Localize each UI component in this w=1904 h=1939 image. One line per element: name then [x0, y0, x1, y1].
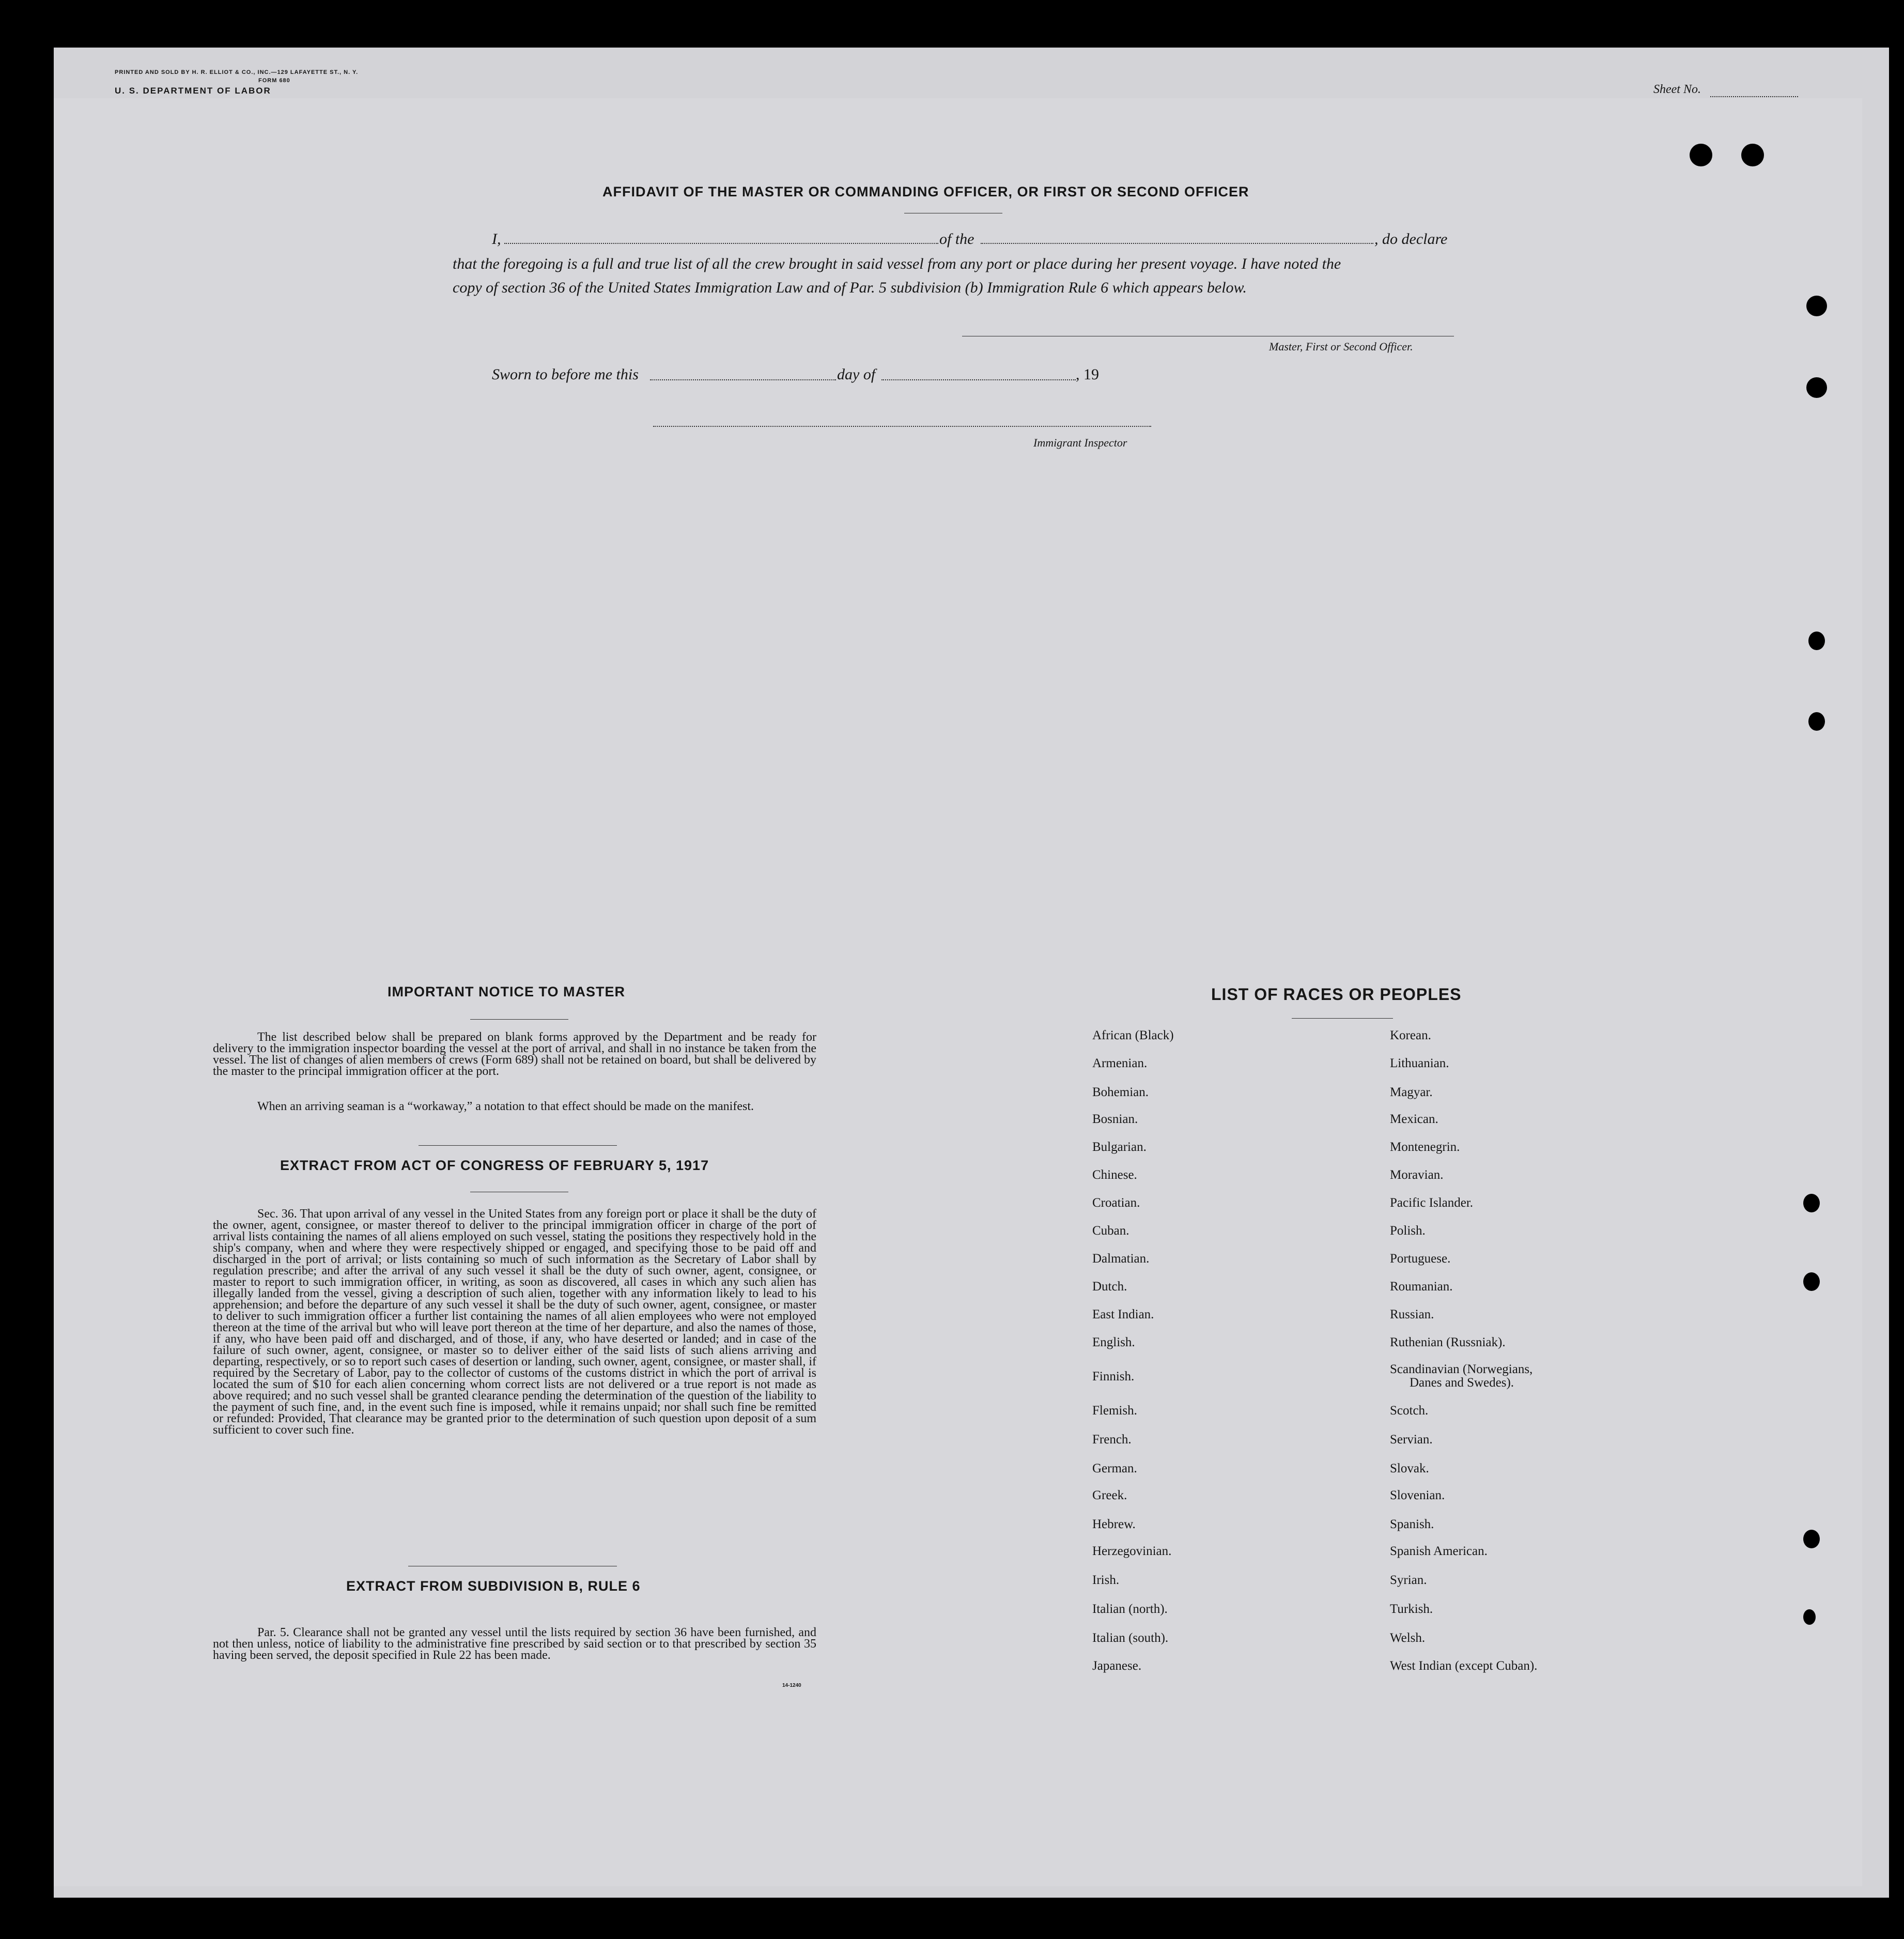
race-item: Cuban. — [1092, 1224, 1129, 1238]
race-item: Scandinavian (Norwegians, — [1390, 1362, 1533, 1376]
race-item-continuation: Danes and Swedes). — [1410, 1376, 1514, 1390]
inspector-label: Immigrant Inspector — [1033, 436, 1127, 449]
sworn-mid: day of — [837, 366, 876, 383]
punch-hole — [1806, 296, 1827, 316]
sheet-number-label: Sheet No. — [1653, 83, 1701, 96]
affidavit-line1-mid: of the — [939, 230, 974, 248]
punch-hole — [1808, 632, 1825, 650]
race-item: French. — [1092, 1433, 1132, 1446]
vessel-line — [981, 243, 1373, 244]
race-item: African (Black) — [1092, 1028, 1174, 1042]
department-name: U. S. DEPARTMENT OF LABOR — [115, 86, 271, 96]
race-item: Chinese. — [1092, 1168, 1137, 1182]
race-item: Greek. — [1092, 1488, 1127, 1502]
rule-extract-text: Par. 5. Clearance shall not be granted any vessel until the lists required by section 36 have been furnished, and not then unless, notice of liability to the administrative fine prescribed by said section or to that prescribed by section 35 having been served, the deposit specified in Rule 22 has been made. — [213, 1626, 816, 1662]
name-line — [504, 243, 938, 244]
race-item: Syrian. — [1390, 1573, 1427, 1587]
race-item: Spanish. — [1390, 1517, 1434, 1531]
race-item: Bosnian. — [1092, 1112, 1138, 1126]
sheet-number-line — [1710, 96, 1798, 97]
race-item: Hebrew. — [1092, 1517, 1136, 1531]
race-item: Korean. — [1390, 1028, 1431, 1042]
race-item: Finnish. — [1092, 1369, 1135, 1383]
affidavit-line3: copy of section 36 of the United States Immigration Law and of Par. 5 subdivision (b) Immigration Rule 6 which appears below. — [453, 279, 1247, 296]
race-item: Portuguese. — [1390, 1252, 1451, 1266]
printer-line: PRINTED AND SOLD BY H. R. ELLIOT & CO., INC.—129 LAFAYETTE ST., N. Y. — [115, 69, 359, 75]
print-code: 14-1240 — [782, 1683, 801, 1688]
race-item: Servian. — [1390, 1433, 1433, 1446]
affidavit-line1-start: I, — [492, 230, 501, 248]
punch-hole — [1690, 144, 1712, 166]
punch-hole — [1803, 1530, 1820, 1548]
master-signature-label: Master, First or Second Officer. — [1269, 340, 1413, 353]
act-extract-title: EXTRACT FROM ACT OF CONGRESS OF FEBRUARY 5, 1917 — [280, 1158, 709, 1173]
race-item: Armenian. — [1092, 1056, 1148, 1070]
inspector-signature-line — [653, 426, 1151, 427]
divider — [470, 1019, 568, 1020]
race-item: Roumanian. — [1390, 1280, 1453, 1294]
race-item: Slovak. — [1390, 1461, 1429, 1475]
race-item: Magyar. — [1390, 1085, 1433, 1099]
act-extract-text: Sec. 36. That upon arrival of any vessel in the United States from any foreign port or place it shall be the duty of the owner, agent, consignee, or master thereof to deliver to the principal immigration officer in charge of the port of arrival lists containing the names of all aliens employed on such vessel, stating the positions they respectively hold in the ship's company, when and where they were respectively shipped or engaged, and specifying those to be paid off and discharged in the port of arrival; or lists containing so much of such information as the Secretary of Labor shall by regulation prescribe; and after the arrival of any such vessel it shall be the duty of such owner, agent, consignee, or master to report to such immigration officer, in writing, as soon as discovered, all cases in which any such alien has illegally landed from the vessel, giving a description of such alien, together with any information likely to lead to his apprehension; and before the departure of any such vessel it shall be the duty of such owner, agent, consignee, or master to deliver to such immigration officer a further list containing the names of all alien employees who were not employed thereon at the time of the arrival but who will leave port thereon at the time of her departure, and also the names of those, if any, who have been paid off and discharged, and of those, if any, who have deserted or landed; and in case of the failure of such owner, agent, consignee, or master so to deliver either of the said lists of such aliens arriving and departing, respectively, or so to report such cases of desertion or landing, such owner, agent, consignee, or master shall, if required by the Secretary of Labor, pay to the collector of customs of the customs district in which the port of arrival is located the sum of $10 for each alien concerning whom correct lists are not delivered or a true report is not made as above required; and no such vessel shall be granted clearance pending the determination of the question of the liability to the payment of such fine, and, in the event such fine is imposed, while it remains unpaid; nor shall such fine be remitted or refunded: Provided, That clearance may be granted prior to the determination of such question upon deposit of a sum sufficient to cover such fine. — [213, 1207, 816, 1437]
race-item: Bohemian. — [1092, 1085, 1149, 1099]
form-sheet — [54, 98, 1862, 1886]
affidavit-title: AFFIDAVIT OF THE MASTER OR COMMANDING OFFICER, OR FIRST OR SECOND OFFICER — [602, 184, 1249, 199]
race-item: Russian. — [1390, 1307, 1434, 1321]
race-item: Spanish American. — [1390, 1544, 1488, 1558]
race-item: Pacific Islander. — [1390, 1196, 1474, 1210]
form-number: FORM 680 — [258, 78, 290, 84]
sworn-day-line — [650, 379, 836, 380]
notice-paragraph-2: When an arriving seaman is a “workaway,” a notation to that effect should be made on the manifest. — [257, 1100, 754, 1113]
sworn-year: , 19 — [1076, 366, 1099, 383]
divider — [419, 1145, 617, 1146]
punch-hole — [1741, 144, 1764, 166]
race-item: Moravian. — [1390, 1168, 1444, 1182]
race-item: Slovenian. — [1390, 1488, 1445, 1502]
sworn-start: Sworn to before me this — [492, 366, 639, 383]
race-item: Dalmatian. — [1092, 1252, 1150, 1266]
race-item: Croatian. — [1092, 1196, 1140, 1210]
rule-extract-title: EXTRACT FROM SUBDIVISION B, RULE 6 — [346, 1578, 641, 1594]
race-item: Italian (north). — [1092, 1602, 1168, 1616]
race-item: Japanese. — [1092, 1659, 1142, 1673]
race-item: Bulgarian. — [1092, 1140, 1147, 1154]
races-title: LIST OF RACES OR PEOPLES — [1211, 985, 1462, 1004]
sworn-month-line — [881, 379, 1076, 380]
race-item: Flemish. — [1092, 1404, 1137, 1418]
race-item: Polish. — [1390, 1224, 1426, 1238]
punch-hole — [1803, 1194, 1820, 1212]
notice-title: IMPORTANT NOTICE TO MASTER — [388, 984, 625, 999]
affidavit-line2: that the foregoing is a full and true list of all the crew brought in said vessel from any port or place during her present voyage. I have noted the — [453, 255, 1341, 272]
race-item: Welsh. — [1390, 1631, 1426, 1645]
divider — [1292, 1018, 1393, 1019]
race-item: East Indian. — [1092, 1307, 1154, 1321]
race-item: Herzegovinian. — [1092, 1544, 1172, 1558]
race-item: West Indian (except Cuban). — [1390, 1659, 1538, 1673]
race-item: Lithuanian. — [1390, 1056, 1449, 1070]
race-item: English. — [1092, 1335, 1135, 1349]
affidavit-line1-end: , do declare — [1374, 230, 1448, 248]
race-item: Mexican. — [1390, 1112, 1438, 1126]
race-item: Montenegrin. — [1390, 1140, 1460, 1154]
race-item: Dutch. — [1092, 1280, 1127, 1294]
race-item: German. — [1092, 1461, 1137, 1475]
race-item: Scotch. — [1390, 1404, 1429, 1418]
notice-paragraph-1: The list described below shall be prepared on blank forms approved by the Department and be ready for delivery to the immigration inspector boarding the vessel at the port of arrival, and shall in no instance be taken from the vessel. The list of changes of alien members of crews (Form 689) shall not be retained on board, but shall be delivered by the master to the principal immigration officer at the port. — [213, 1030, 816, 1078]
race-item: Irish. — [1092, 1573, 1120, 1587]
race-item: Italian (south). — [1092, 1631, 1169, 1645]
punch-hole — [1806, 377, 1827, 398]
punch-hole — [1803, 1609, 1816, 1625]
race-item: Turkish. — [1390, 1602, 1433, 1616]
punch-hole — [1803, 1272, 1820, 1291]
punch-hole — [1808, 712, 1825, 731]
race-item: Ruthenian (Russniak). — [1390, 1335, 1506, 1349]
